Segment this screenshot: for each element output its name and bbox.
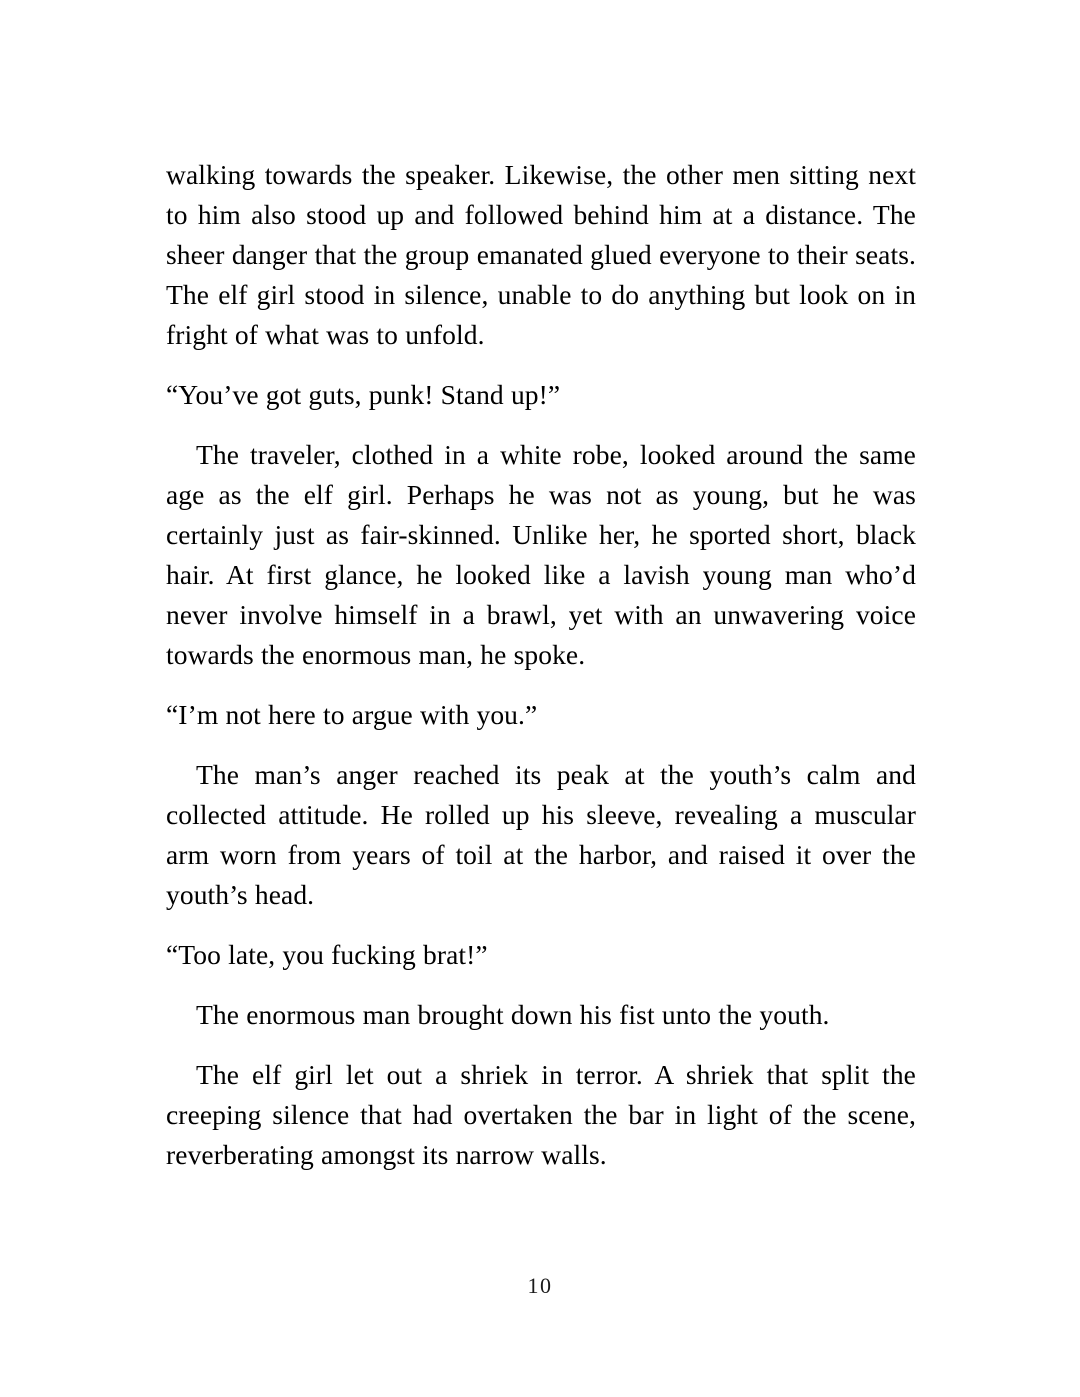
paragraph-2-dialogue: “You’ve got guts, punk! Stand up!” xyxy=(166,379,561,410)
page-number: 10 xyxy=(527,1273,553,1298)
paragraph-6-dialogue: “Too late, you fucking brat!” xyxy=(166,939,488,970)
paragraph-1: walking towards the speaker. Likewise, the other men sitting next to him also stood up and followed behind him at a distance. The sheer danger that the group emanated glued everyone to their seats. The elf girl stood in silence, unable to do anything but look on in fright of what was to unfold. xyxy=(166,159,916,350)
paragraph-8: The elf girl let out a shriek in terror. A shriek that split the creeping silence that had overtaken the bar in light of the scene, reverberating amongst its narrow walls. xyxy=(166,1059,916,1170)
paragraph-7: The enormous man brought down his fist unto the youth. xyxy=(196,999,830,1030)
page-text-body xyxy=(166,155,916,1195)
paragraph-4-dialogue: “I’m not here to argue with you.” xyxy=(166,699,538,730)
paragraph-5: The man’s anger reached its peak at the youth’s calm and collected attitude. He rolled up his sleeve, revealing a muscular arm worn from years of toil at the harbor, and raised it over the youth’s head. xyxy=(166,759,916,910)
paragraph-3: The traveler, clothed in a white robe, looked around the same age as the elf girl. Perhaps he was not as young, but he was certainly just as fair-skinned. Unlike her, he sported short, black hair. At first glance, he looked like a lavish young man who’d never involve himself in a brawl, yet with an unwavering voice towards the enormous man, he spoke. xyxy=(166,439,916,670)
